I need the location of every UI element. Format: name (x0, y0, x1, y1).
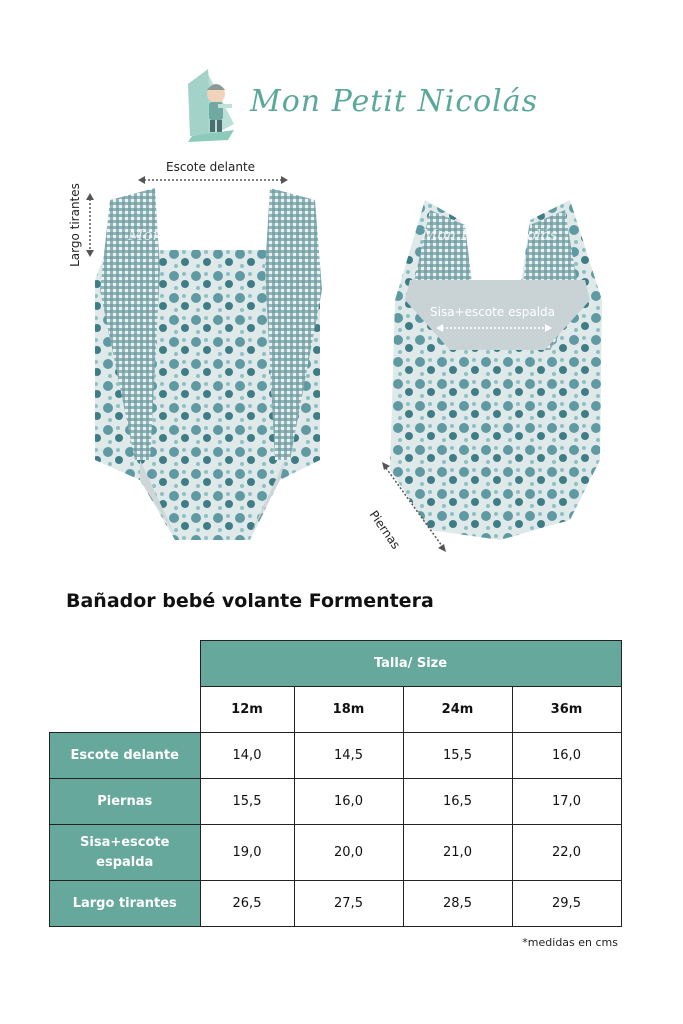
size-36m: 36m (512, 687, 621, 733)
boy-logo-icon (178, 64, 244, 144)
size-header: Talla/ Size (200, 641, 621, 687)
row-label: Piernas (50, 779, 201, 825)
table-row (50, 779, 622, 825)
table-cell: 22,0 (512, 825, 621, 881)
table-cell: 14,0 (200, 733, 294, 779)
table-cell: 15,5 (200, 779, 294, 825)
table-cell: 19,0 (200, 825, 294, 881)
brand-logo (178, 64, 539, 144)
table-cell: 27,5 (294, 881, 403, 927)
row-label: Sisa+escote espalda (50, 825, 201, 881)
swimsuit-front-photo (80, 160, 340, 560)
table-cell: 16,0 (294, 779, 403, 825)
table-cell: 21,0 (403, 825, 512, 881)
measure-note: *medidas en cms (522, 936, 618, 949)
size-12m: 12m (200, 687, 294, 733)
size-table (49, 640, 622, 927)
product-title: Bañador bebé volante Formentera (66, 590, 434, 612)
table-cell: 20,0 (294, 825, 403, 881)
arrow-largo-tirantes (84, 193, 96, 257)
arrow-escote-delante (138, 174, 288, 186)
label-escote-delante: Escote delante (166, 160, 256, 174)
row-label: Largo tirantes (50, 881, 201, 927)
table-cell: 14,5 (294, 733, 403, 779)
size-24m: 24m (403, 687, 512, 733)
table-row (50, 733, 622, 779)
watermark-front: Mon Petit Nicolás (128, 226, 264, 244)
table-cell: 29,5 (512, 881, 621, 927)
table-row (50, 825, 622, 881)
table-cell: 17,0 (512, 779, 621, 825)
table-cell: 26,5 (200, 881, 294, 927)
watermark-back: Mon Petit Nicolás (422, 226, 558, 244)
table-cell: 16,5 (403, 779, 512, 825)
size-18m: 18m (294, 687, 403, 733)
table-row (50, 881, 622, 927)
label-sisa-escote: Sisa+escote espalda (430, 305, 555, 319)
table-cell: 16,0 (512, 733, 621, 779)
label-largo-tirantes: Largo tirantes (68, 183, 82, 267)
brand-name: Mon Petit Nicolás (250, 84, 539, 119)
table-cell: 28,5 (403, 881, 512, 927)
arrow-sisa-escote (436, 322, 552, 334)
label-piernas: Piernas (366, 508, 404, 552)
table-cell: 15,5 (403, 733, 512, 779)
row-label: Escote delante (50, 733, 201, 779)
